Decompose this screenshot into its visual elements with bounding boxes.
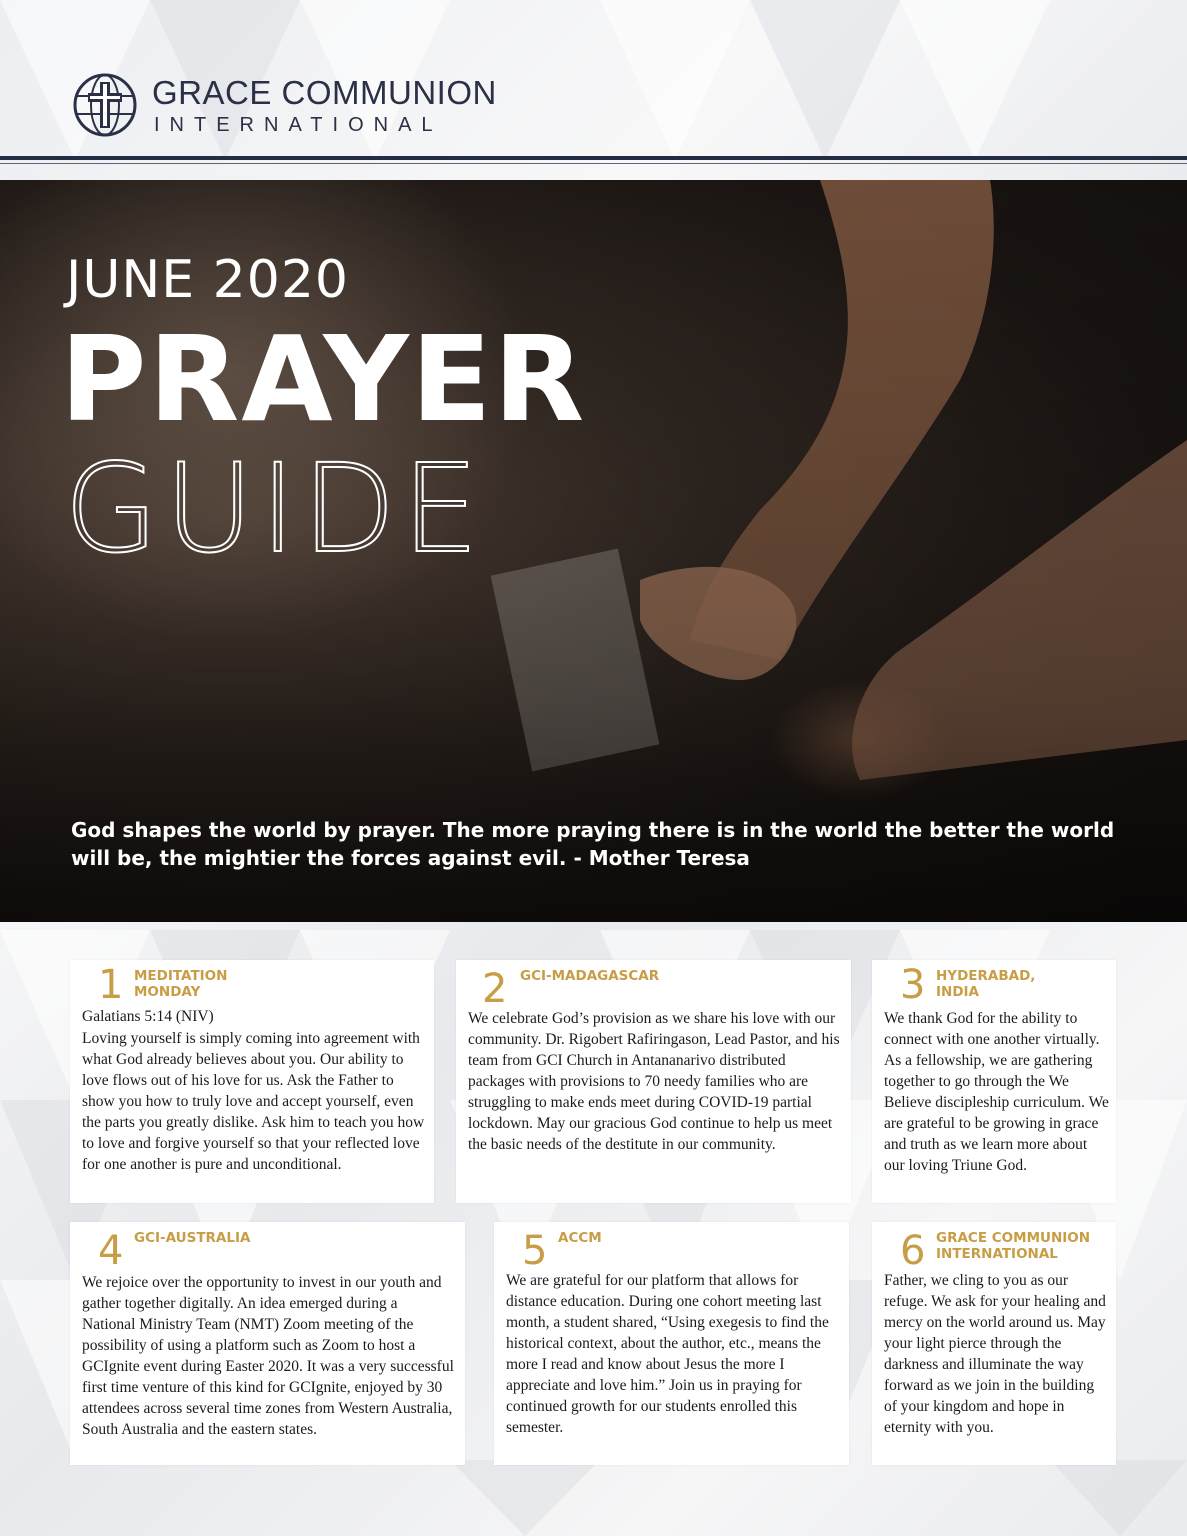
org-logo xyxy=(72,68,552,148)
card-number: 3 xyxy=(900,962,926,1008)
card-body: We celebrate God’s provision as we share his love with our community. Dr. Rigobert Rafiringason, Lead Pastor, and his team from GCI Church in Antananarivo distributed packages with provisions to 70 needy families who are struggling to make ends meet during COVID-19 partial lockdown. May our gracious God continue to help us meet the basic needs of the destitute in our community. xyxy=(468,1010,840,1153)
title-main: PRAYER xyxy=(60,310,587,448)
card-title: MEDITATION MONDAY xyxy=(134,968,228,1000)
scripture-reference: Galatians 5:14 (NIV) xyxy=(82,1008,214,1025)
card-body: We rejoice over the opportunity to invest in our youth and gather together digitally. An idea emerged during a National Ministry Team (NMT) Zoom meeting of the possibility of using a platform such as Zoom to host a GCIgnite event during Easter 2020. It was a very successful first time venture of this kind for GCIgnite, enjoyed by 30 attendees across several time zones from Western Australia, South Australia and the eastern states. xyxy=(82,1274,454,1438)
card-number: 5 xyxy=(522,1228,548,1274)
card-body: We thank God for the ability to connect with one another virtually. As a fellowship, we are gathering together to go through the We Believe discipleship curriculum. We are grateful to be growing in grace and truth as we learn more about our loving Triune God. xyxy=(884,1010,1109,1174)
card-title: GCI-AUSTRALIA xyxy=(134,1230,251,1246)
card-number: 1 xyxy=(98,962,124,1008)
prayer-card-1 xyxy=(70,960,434,1203)
card-number: 2 xyxy=(482,966,508,1012)
prayer-card-3 xyxy=(872,960,1116,1203)
card-title: ACCM xyxy=(558,1230,602,1246)
org-subtitle: INTERNATIONAL xyxy=(154,114,443,136)
card-number: 4 xyxy=(98,1228,124,1274)
org-name: GRACE COMMUNION xyxy=(152,74,497,111)
prayer-card-4 xyxy=(70,1222,465,1465)
card-number: 6 xyxy=(900,1228,926,1274)
card-title: HYDERABAD, INDIA xyxy=(936,968,1036,1000)
title-sub: GUIDE xyxy=(64,438,485,580)
card-title: GRACE COMMUNION INTERNATIONAL xyxy=(936,1230,1091,1262)
card-body: Father, we cling to you as our refuge. We ask for your healing and mercy on the world around us. May your light pierce through the darkness and illuminate the way forward as we join in the building of your kingdom and hope in eternity with you. xyxy=(884,1272,1106,1436)
card-body: Loving yourself is simply coming into agreement with what God already believes about you. Our ability to love flows out of his love for us. Ask the Father to show you how to truly love and accept yourself, even the parts you greatly dislike. Ask him to teach you how to love and forgive yourself so that your reflected love for one another is pure and unconditional. xyxy=(82,1030,425,1173)
prayer-card-5 xyxy=(494,1222,849,1465)
hero-quote: God shapes the world by prayer. The more praying there is in the world the better the world will be, the mightier the forces against evil. - Mother Teresa xyxy=(71,818,1115,870)
card-title: GCI-MADAGASCAR xyxy=(520,968,660,984)
issue-month: JUNE 2020 xyxy=(66,250,350,310)
prayer-card-2 xyxy=(456,960,851,1203)
card-body: We are grateful for our platform that allows for distance education. During one cohort meeting last month, a student shared, “Using exegesis to find the historical context, about the author, etc., means the more I read and know about Jesus the more I appreciate and love him.” Join us in praying for continued growth for our students enrolled this semester. xyxy=(506,1272,829,1436)
prayer-card-6 xyxy=(872,1222,1116,1465)
globe-cross-icon xyxy=(72,72,138,138)
header-divider-thin xyxy=(0,163,1187,164)
header-divider xyxy=(0,156,1187,160)
hero-banner xyxy=(0,180,1187,922)
